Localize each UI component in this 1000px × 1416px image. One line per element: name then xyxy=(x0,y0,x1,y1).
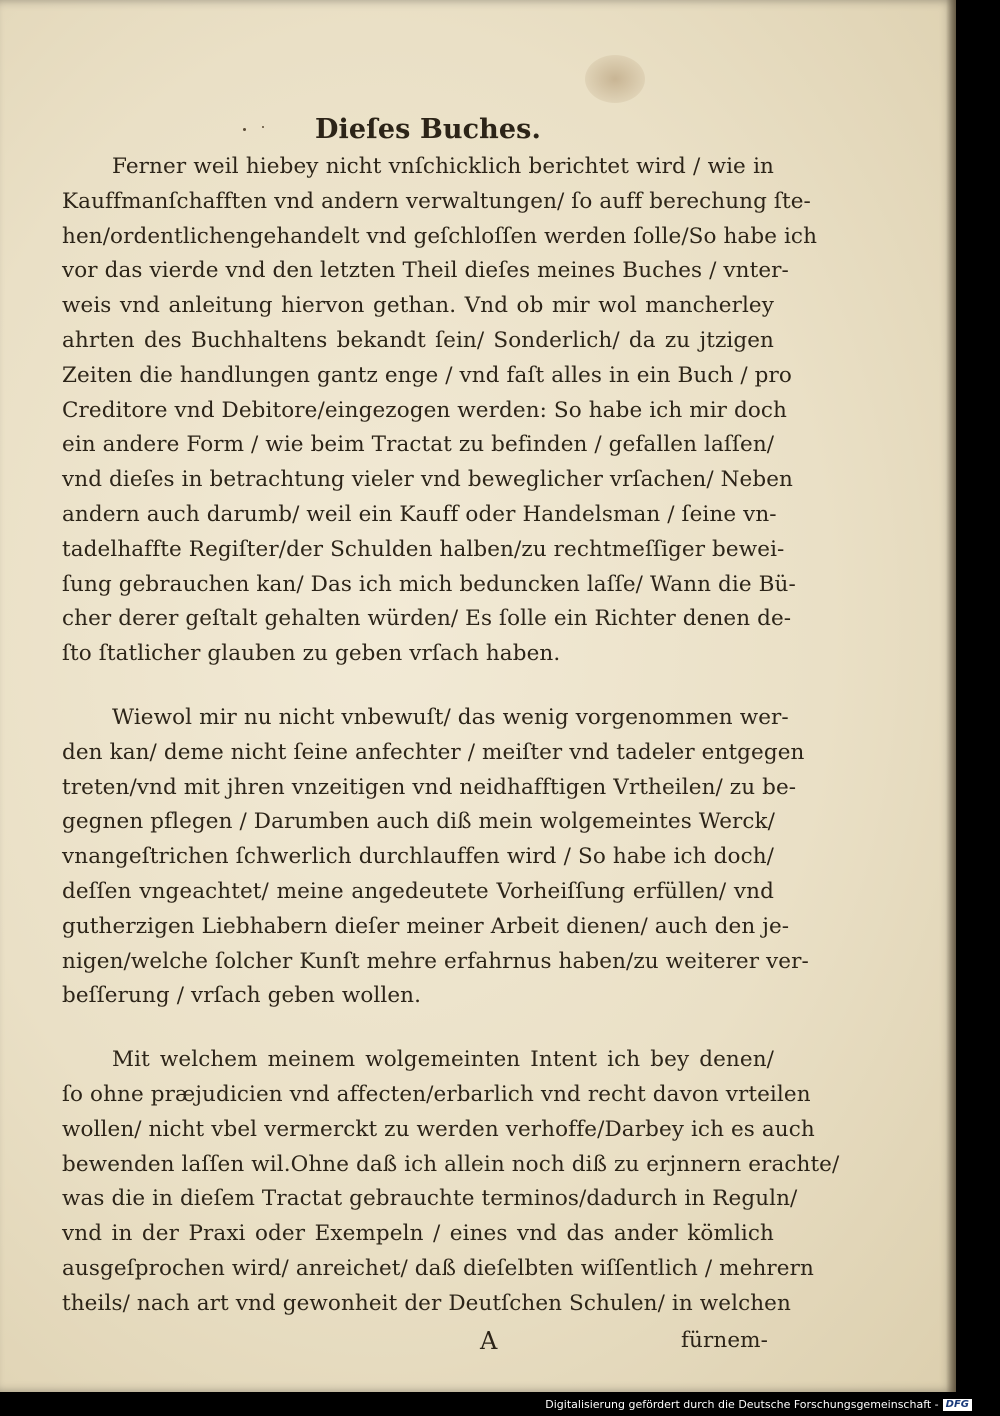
text-line: theils/ nach art vnd gewonheit der Deutſchen Schulen/ in welchen xyxy=(62,1290,791,1316)
text-line: vnd dieſes in betrachtung vieler vnd beweglicher vrſachen/ Neben xyxy=(62,467,794,493)
text-line: gegnen pflegen / Darumben auch diß mein wolgemeintes Werck/ xyxy=(62,809,776,835)
text-line: den kan/ deme nicht ſeine anfechter / meiſter vnd tadeler entgegen xyxy=(62,739,805,765)
text-line: Zeiten die handlungen gantz enge / vnd faſt alles in ein Buch / pro xyxy=(62,362,792,388)
text-line: ſung gebrauchen kan/ Das ich mich beduncken laſſe/ Wann die Bü- xyxy=(62,571,796,597)
text-line: Mit welchem meinem wolgemeinten Intent ich bey denen/ xyxy=(112,1047,774,1073)
text-line: deſſen vngeachtet/ meine angedeutete Vorheiſſung erfüllen/ vnd xyxy=(62,878,774,904)
text-line: bewenden laſſen wil.Ohne daß ich allein noch diß zu erjnnern erachte/ xyxy=(62,1151,840,1177)
running-head: Dieſes Buches. xyxy=(315,114,541,145)
digitization-credit xyxy=(545,1398,972,1412)
text-line: cher derer geſtalt gehalten würden/ Es ſolle ein Richter denen de- xyxy=(62,606,792,632)
page-footer xyxy=(62,1324,774,1360)
text-line: vor das vierde vnd den letzten Theil dieſes meines Buches / vnter- xyxy=(62,258,789,284)
text-line: Creditore vnd Debitore/eingezogen werden: So habe ich mir doch xyxy=(62,397,787,423)
text-line: vnd in der Praxi oder Exempeln / eines vnd das ander kömlich xyxy=(62,1221,774,1247)
text-line: ſto ſtatlicher glauben zu geben vrſach haben. xyxy=(62,641,561,667)
text-line: gutherzigen Liebhabern dieſer meiner Arbeit dienen/ auch den je- xyxy=(62,913,790,939)
body-text xyxy=(62,150,840,1322)
credit-text: Digitalisierung gefördert durch die Deutsche Forschungsgemeinschaft - xyxy=(545,1398,939,1411)
text-line: ausgeſprochen wird/ anreichet/ daß dieſelbten wiſſentlich / mehrern xyxy=(62,1255,814,1281)
text-line: vnangeſtrichen ſchwerlich durchlauffen wird / So habe ich doch/ xyxy=(62,844,774,870)
text-line: weis vnd anleitung hiervon gethan. Vnd ob mir wol mancherley xyxy=(62,293,774,319)
paragraph xyxy=(62,701,809,1014)
text-line: nigen/welche ſolcher Kunſt mehre erfahrnus haben/zu weiterer ver- xyxy=(62,948,809,974)
page-edge xyxy=(946,0,956,1392)
text-block xyxy=(62,112,840,1360)
paragraph xyxy=(62,150,818,672)
text-line: Ferner weil hiebey nicht vnſchicklich berichtet wird / wie in xyxy=(112,154,774,179)
paragraph xyxy=(62,1043,840,1321)
text-line: treten/vnd mit jhren vnzeitigen vnd neidhafftigen Vrtheilen/ zu be- xyxy=(62,774,797,800)
text-line: beſſerung / vrſach geben wollen. xyxy=(62,983,422,1009)
text-line: Wiewol mir nu nicht vnbewuſt/ das wenig vorgenommen wer- xyxy=(112,704,789,730)
text-line: hen/ordentlichengehandelt vnd geſchloſſen werden ſolle/So habe ich xyxy=(62,223,818,249)
text-line: ein andere Form / wie beim Tractat zu befinden / gefallen laſſen/ xyxy=(62,432,775,458)
signature-mark: A xyxy=(480,1326,498,1355)
text-line: ſo ohne præjudicien vnd affecten/erbarlich vnd recht davon vrteilen xyxy=(62,1081,811,1107)
text-line: andern auch darumb/ weil ein Kauff oder Handelsman / ſeine vn- xyxy=(62,501,777,527)
text-line: was die in dieſem Tractat gebrauchte terminos/dadurch in Reguln/ xyxy=(62,1186,798,1212)
dfg-logo-icon: DFG xyxy=(943,1399,972,1411)
paper-stain xyxy=(585,55,645,103)
catchword: fürnem- xyxy=(680,1327,768,1353)
text-line: ahrten des Buchhaltens bekandt ſein/ Sonderlich/ da zu jtzigen xyxy=(62,327,774,353)
text-line: Kauffmanſchafften vnd andern verwaltungen/ ſo auff berechung ſte- xyxy=(62,188,811,214)
text-line: wollen/ nicht vbel vermerckt zu werden verhoffe/Darbey ich es auch xyxy=(62,1116,815,1142)
text-line: tadelhaffte Regiſter/der Schulden halben/zu rechtmeſſiger bewei- xyxy=(62,536,785,562)
